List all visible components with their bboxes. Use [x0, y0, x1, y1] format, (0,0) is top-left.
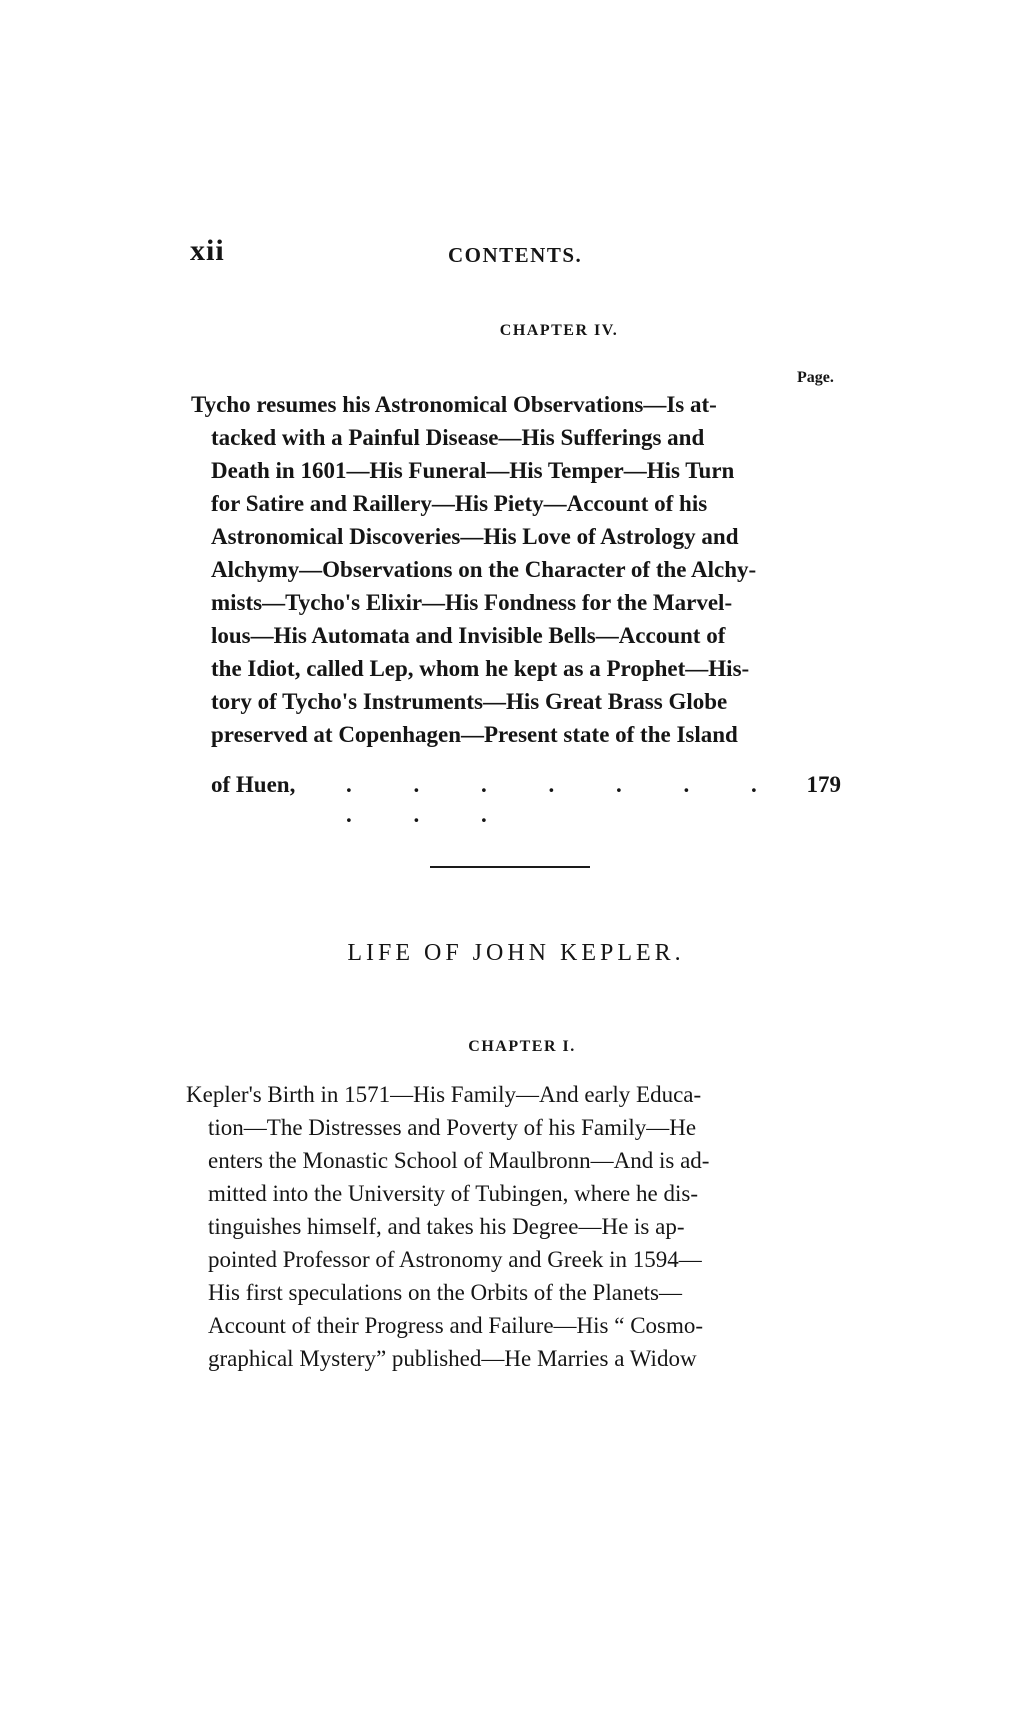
- entry-line: tion—The Distresses and Poverty of his Family—He: [208, 1115, 697, 1140]
- entry-line: mitted into the University of Tubingen, where he dis-: [208, 1181, 698, 1206]
- entry-line: His first speculations on the Orbits of the Planets—: [208, 1280, 682, 1305]
- entry-leader-row: [211, 770, 841, 827]
- entry-line: Alchymy—Observations on the Character of the Alchy-: [211, 557, 757, 582]
- entry-line: pointed Professor of Astronomy and Greek in 1594—: [208, 1247, 702, 1272]
- entry-line: Death in 1601—His Funeral—His Temper—His Turn: [211, 458, 735, 483]
- entry-line: Account of their Progress and Failure—His “ Cosmo-: [208, 1313, 704, 1338]
- running-head: CONTENTS.: [448, 243, 583, 267]
- entry-line: preserved at Copenhagen—Present state of the Island: [211, 722, 738, 747]
- entry-line: for Satire and Raillery—His Piety—Account of his: [211, 491, 708, 516]
- entry-line: lous—His Automata and Invisible Bells—Account of: [211, 623, 726, 648]
- page-number: xii: [190, 234, 225, 267]
- chapter-heading-i: CHAPTER I.: [468, 1038, 576, 1055]
- part-title: LIFE OF JOHN KEPLER.: [347, 940, 685, 966]
- entry-line: enters the Monastic School of Maulbronn—And is ad-: [208, 1148, 710, 1173]
- chapter-heading-iv: CHAPTER IV.: [499, 322, 619, 339]
- entry-last-line: of Huen,: [211, 772, 296, 797]
- entry-line: tinguishes himself, and takes his Degree—He is ap-: [208, 1214, 685, 1239]
- entry-line: Tycho resumes his Astronomical Observations—Is at-: [191, 392, 717, 417]
- page-column-label: Page.: [797, 369, 834, 386]
- section-divider: [430, 866, 590, 868]
- entry-line: graphical Mystery” published—He Marries a Widow: [208, 1346, 697, 1371]
- entry-line: the Idiot, called Lep, whom he kept as a Prophet—His-: [211, 656, 750, 681]
- entry-line: mists—Tycho's Elixir—His Fondness for the Marvel-: [211, 590, 733, 615]
- page-reference: 179: [806, 772, 841, 797]
- entry-line: tory of Tycho's Instruments—His Great Brass Globe: [211, 689, 728, 714]
- entry-line: tacked with a Painful Disease—His Sufferings and: [211, 425, 705, 450]
- leader-dots: . . . . . . . . . .: [346, 772, 785, 827]
- entry-line: Kepler's Birth in 1571—His Family—And early Educa-: [186, 1082, 702, 1107]
- entry-line: Astronomical Discoveries—His Love of Astrology and: [211, 524, 739, 549]
